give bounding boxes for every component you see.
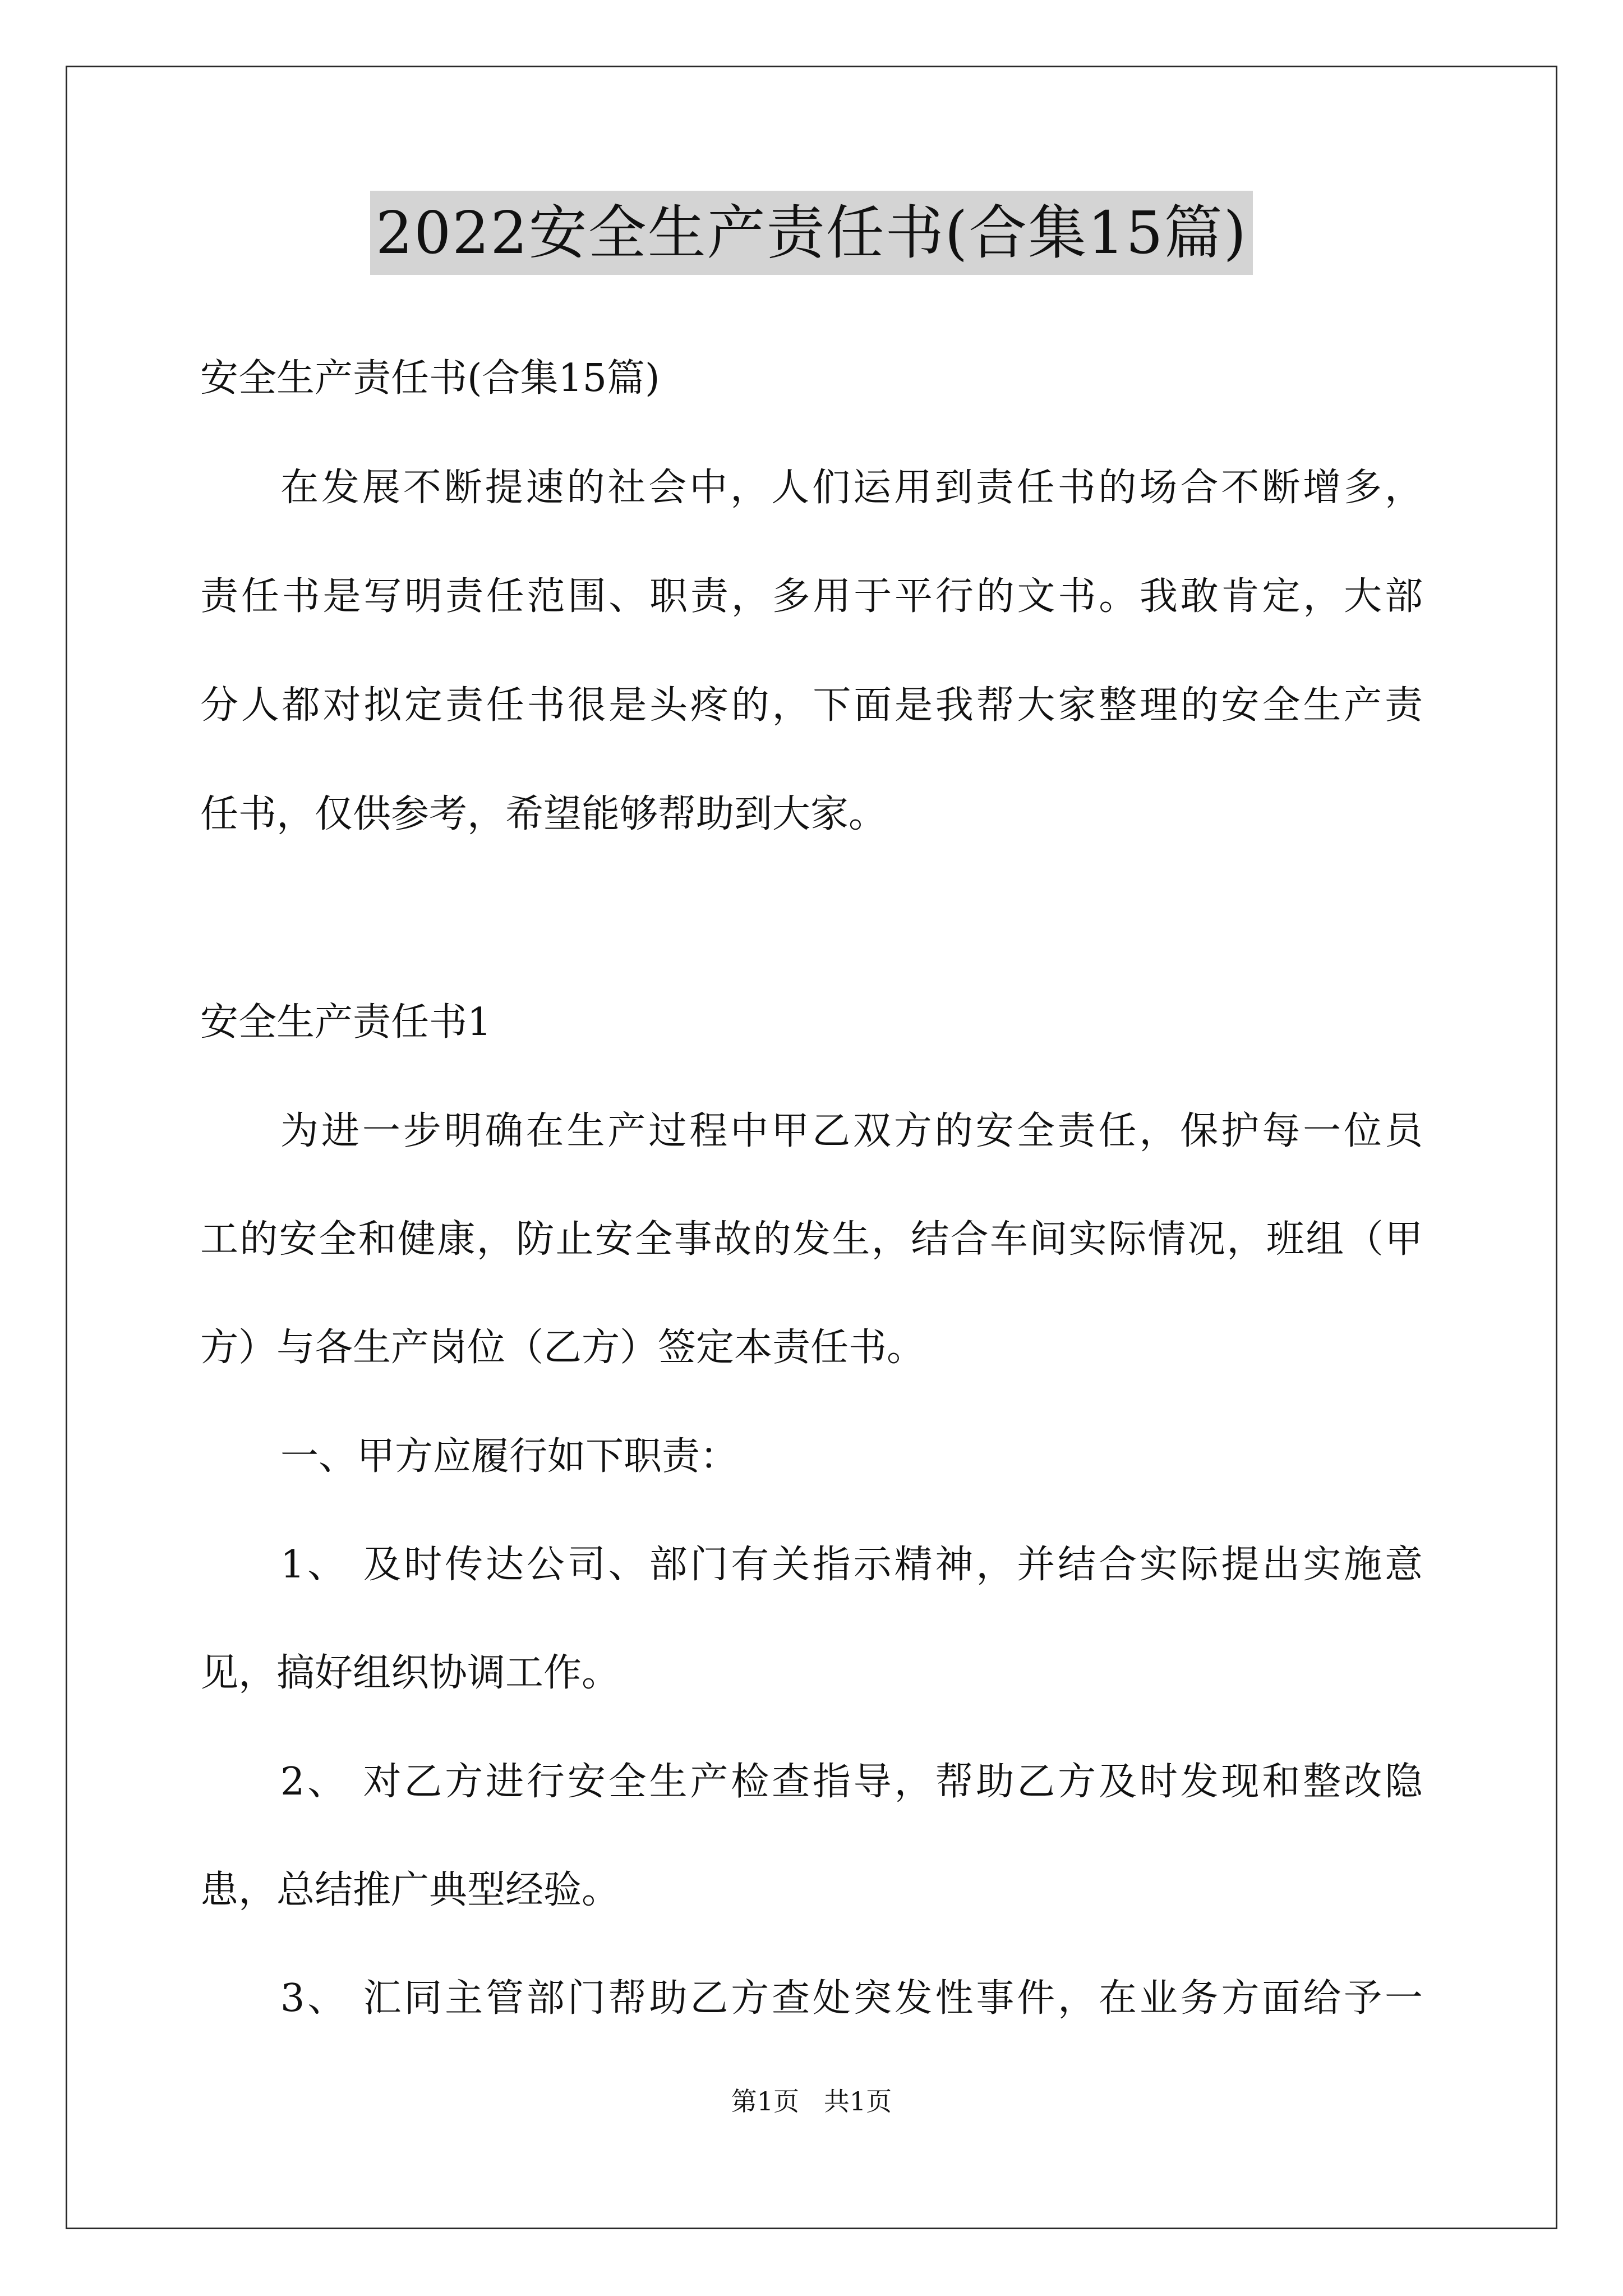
intro-line-3: 分人都对拟定责任书很是头疼的，下面是我帮大家整理的安全生产责 <box>200 683 1423 728</box>
document-title: 2022安全生产责任书(合集15篇) <box>370 191 1253 275</box>
paragraph-line: 方）与各生产岗位（乙方）签定本责任书。 <box>200 1326 925 1370</box>
intro-line-4: 任书，仅供参考，希望能够帮助到大家。 <box>200 792 887 836</box>
intro-line-1: 在发展不断提速的社会中，人们运用到责任书的场合不断增多， <box>280 466 1423 510</box>
title-container <box>0 191 1623 275</box>
page-number-footer: 第1页 共1页 <box>731 2086 892 2116</box>
duty-item-2: 2、 对乙方进行安全生产检查指导，帮助乙方及时发现和整改隐 <box>280 1760 1423 1804</box>
duties-heading: 一、甲方应履行如下职责： <box>280 1434 739 1479</box>
paragraph-line: 为进一步明确在生产过程中甲乙双方的安全责任，保护每一位员 <box>280 1109 1423 1153</box>
duty-item-1-cont: 见，搞好组织协调工作。 <box>200 1651 620 1695</box>
duty-item-3: 3、 汇同主管部门帮助乙方查处突发性事件，在业务方面给予一 <box>280 1976 1423 2021</box>
duty-item-2-cont: 患，总结推广典型经验。 <box>200 1868 620 1912</box>
duty-item-1: 1、 及时传达公司、部门有关指示精神，并结合实际提出实施意 <box>280 1543 1423 1587</box>
section-heading: 安全生产责任书1 <box>200 1000 492 1045</box>
intro-line-2: 责任书是写明责任范围、职责，多用于平行的文书。我敢肯定，大部 <box>200 574 1423 619</box>
document-subtitle: 安全生产责任书(合集15篇) <box>200 356 660 401</box>
paragraph-line: 工的安全和健康，防止安全事故的发生，结合车间实际情况，班组（甲 <box>200 1217 1423 1262</box>
